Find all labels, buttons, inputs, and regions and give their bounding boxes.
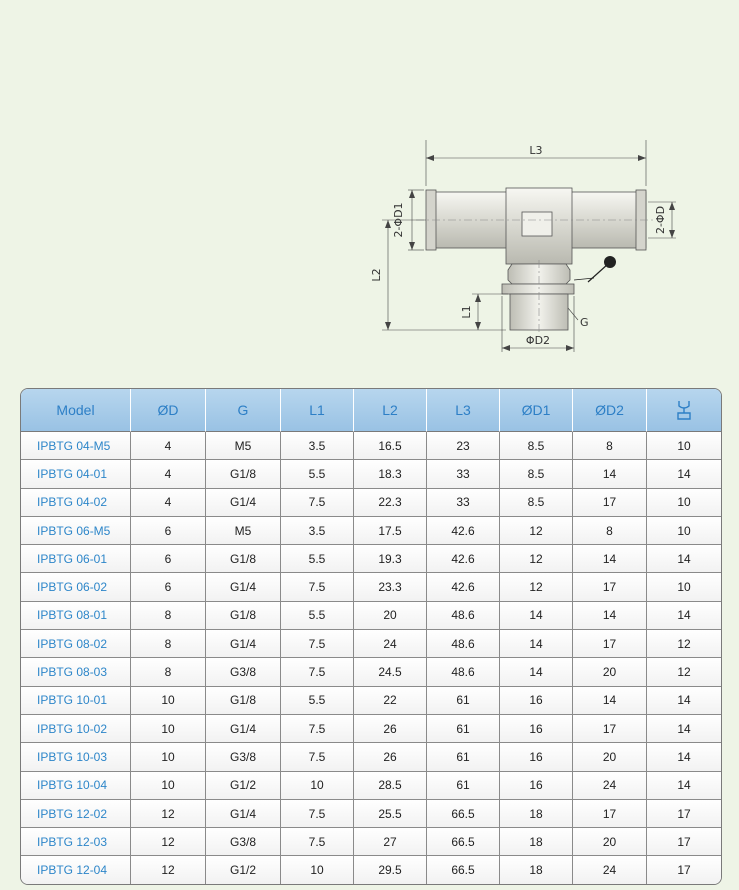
cell-g: G1/8 <box>206 460 281 488</box>
table-row <box>21 460 721 488</box>
cell-od: 8 <box>131 602 206 630</box>
table-row <box>21 687 721 715</box>
l3-label: L3 <box>529 144 543 157</box>
cell-od1: 8.5 <box>500 460 573 488</box>
cell-od2: 20 <box>573 658 647 686</box>
cell-l3: 66.5 <box>427 800 500 828</box>
cell-g: G1/4 <box>206 800 281 828</box>
cell-model: IPBTG 12-04 <box>21 856 131 883</box>
cell-wrench-size: 17 <box>647 828 721 856</box>
cell-od1: 12 <box>500 517 573 545</box>
cell-od: 6 <box>131 545 206 573</box>
cell-l2: 20 <box>354 602 427 630</box>
cell-od2: 17 <box>573 573 647 601</box>
cell-l3: 33 <box>427 460 500 488</box>
cell-model: IPBTG 04-01 <box>21 460 131 488</box>
cell-l1: 7.5 <box>281 800 354 828</box>
cell-wrench-size: 14 <box>647 743 721 771</box>
cell-od: 6 <box>131 573 206 601</box>
header-l1: L1 <box>281 389 354 432</box>
cell-l3: 42.6 <box>427 517 500 545</box>
tee-fitting-diagram <box>356 120 696 360</box>
table-body <box>21 432 721 884</box>
center-window <box>522 212 552 236</box>
cell-od: 12 <box>131 828 206 856</box>
cell-l1: 3.5 <box>281 432 354 460</box>
specification-table <box>20 388 722 885</box>
cell-od1: 18 <box>500 828 573 856</box>
cell-l3: 61 <box>427 687 500 715</box>
table-row <box>21 772 721 800</box>
table-row <box>21 715 721 743</box>
cell-g: G1/4 <box>206 489 281 517</box>
cell-g: G3/8 <box>206 743 281 771</box>
cell-l3: 61 <box>427 743 500 771</box>
cell-wrench-size: 17 <box>647 856 721 883</box>
cell-l1: 7.5 <box>281 489 354 517</box>
cell-od2: 17 <box>573 715 647 743</box>
cell-l2: 18.3 <box>354 460 427 488</box>
cell-l2: 23.3 <box>354 573 427 601</box>
cell-l3: 23 <box>427 432 500 460</box>
cell-od: 4 <box>131 432 206 460</box>
cell-wrench-size: 14 <box>647 545 721 573</box>
cell-od1: 16 <box>500 772 573 800</box>
l2-label: L2 <box>370 268 383 282</box>
cell-l2: 26 <box>354 715 427 743</box>
cell-od1: 14 <box>500 602 573 630</box>
cell-wrench-size: 10 <box>647 517 721 545</box>
cell-l1: 7.5 <box>281 630 354 658</box>
cell-l1: 5.5 <box>281 687 354 715</box>
cell-wrench-size: 12 <box>647 658 721 686</box>
cell-g: G1/2 <box>206 772 281 800</box>
cell-l1: 7.5 <box>281 828 354 856</box>
cell-l1: 10 <box>281 856 354 883</box>
cell-model: IPBTG 04-M5 <box>21 432 131 460</box>
cell-l3: 42.6 <box>427 545 500 573</box>
cell-l3: 48.6 <box>427 658 500 686</box>
cell-wrench-size: 14 <box>647 460 721 488</box>
cell-l1: 5.5 <box>281 545 354 573</box>
cell-od2: 14 <box>573 687 647 715</box>
cell-model: IPBTG 10-02 <box>21 715 131 743</box>
cell-l1: 3.5 <box>281 517 354 545</box>
table-row <box>21 856 721 883</box>
cell-od: 10 <box>131 715 206 743</box>
cell-g: G1/4 <box>206 573 281 601</box>
cell-l3: 66.5 <box>427 828 500 856</box>
cell-od: 10 <box>131 687 206 715</box>
header-l3: L3 <box>427 389 500 432</box>
cell-g: M5 <box>206 432 281 460</box>
cell-od1: 18 <box>500 856 573 883</box>
cell-g: G1/4 <box>206 715 281 743</box>
table-row <box>21 545 721 573</box>
d2-label: ΦD2 <box>525 334 551 347</box>
header-g: G <box>206 389 281 432</box>
cell-g: G1/8 <box>206 687 281 715</box>
cell-wrench-size: 12 <box>647 630 721 658</box>
cell-od2: 17 <box>573 489 647 517</box>
header-wrench <box>647 389 721 432</box>
cell-l2: 28.5 <box>354 772 427 800</box>
cell-g: G1/8 <box>206 545 281 573</box>
cell-od: 8 <box>131 658 206 686</box>
cell-model: IPBTG 10-03 <box>21 743 131 771</box>
cell-od2: 17 <box>573 800 647 828</box>
table-row <box>21 800 721 828</box>
table-row <box>21 489 721 517</box>
cell-wrench-size: 10 <box>647 489 721 517</box>
cell-od: 12 <box>131 800 206 828</box>
cell-od: 6 <box>131 517 206 545</box>
cell-model: IPBTG 06-01 <box>21 545 131 573</box>
cell-od2: 20 <box>573 828 647 856</box>
cell-g: G1/2 <box>206 856 281 883</box>
cell-model: IPBTG 08-02 <box>21 630 131 658</box>
cell-od1: 12 <box>500 545 573 573</box>
cell-l2: 25.5 <box>354 800 427 828</box>
cell-model: IPBTG 08-01 <box>21 602 131 630</box>
table-header-row <box>21 389 721 432</box>
table-row <box>21 432 721 460</box>
cell-l2: 26 <box>354 743 427 771</box>
header-od: ØD <box>131 389 206 432</box>
cell-wrench-size: 17 <box>647 800 721 828</box>
cell-od: 8 <box>131 630 206 658</box>
cell-od: 12 <box>131 856 206 883</box>
cell-model: IPBTG 12-02 <box>21 800 131 828</box>
cell-od2: 14 <box>573 602 647 630</box>
cell-l2: 24 <box>354 630 427 658</box>
cell-wrench-size: 14 <box>647 772 721 800</box>
cell-l2: 24.5 <box>354 658 427 686</box>
cell-l1: 7.5 <box>281 743 354 771</box>
cell-od1: 18 <box>500 800 573 828</box>
l1-label: L1 <box>460 305 473 319</box>
cell-od1: 8.5 <box>500 432 573 460</box>
header-od1: ØD1 <box>500 389 573 432</box>
header-model: Model <box>21 389 131 432</box>
wrench-icon <box>675 399 693 421</box>
table-row <box>21 658 721 686</box>
cell-model: IPBTG 12-03 <box>21 828 131 856</box>
cell-od2: 8 <box>573 517 647 545</box>
cell-od: 4 <box>131 460 206 488</box>
cell-l3: 48.6 <box>427 602 500 630</box>
cell-l2: 16.5 <box>354 432 427 460</box>
cell-g: G3/8 <box>206 658 281 686</box>
cell-wrench-size: 10 <box>647 432 721 460</box>
cell-od2: 14 <box>573 545 647 573</box>
cell-g: M5 <box>206 517 281 545</box>
cell-od1: 14 <box>500 630 573 658</box>
cell-wrench-size: 14 <box>647 602 721 630</box>
cell-od2: 24 <box>573 772 647 800</box>
cell-od: 10 <box>131 772 206 800</box>
specification-table-wrap <box>20 388 720 885</box>
cell-g: G1/8 <box>206 602 281 630</box>
cell-l3: 42.6 <box>427 573 500 601</box>
g-label: G <box>580 316 589 329</box>
cell-l3: 66.5 <box>427 856 500 883</box>
cell-l2: 19.3 <box>354 545 427 573</box>
cell-wrench-size: 14 <box>647 687 721 715</box>
table-row <box>21 517 721 545</box>
cell-model: IPBTG 06-02 <box>21 573 131 601</box>
table-row <box>21 743 721 771</box>
cell-l1: 7.5 <box>281 715 354 743</box>
cell-l2: 29.5 <box>354 856 427 883</box>
header-l2: L2 <box>354 389 427 432</box>
cell-l3: 33 <box>427 489 500 517</box>
cell-od2: 20 <box>573 743 647 771</box>
cell-l1: 5.5 <box>281 602 354 630</box>
table-row <box>21 602 721 630</box>
cell-l3: 61 <box>427 772 500 800</box>
header-od2: ØD2 <box>573 389 647 432</box>
cell-wrench-size: 14 <box>647 715 721 743</box>
cell-l1: 7.5 <box>281 658 354 686</box>
cell-od1: 12 <box>500 573 573 601</box>
fitting-dimension-drawing <box>356 120 696 360</box>
table-row <box>21 630 721 658</box>
cell-od1: 8.5 <box>500 489 573 517</box>
cell-model: IPBTG 08-03 <box>21 658 131 686</box>
cell-od2: 24 <box>573 856 647 883</box>
cell-l2: 27 <box>354 828 427 856</box>
flange <box>502 284 574 294</box>
cell-g: G3/8 <box>206 828 281 856</box>
cell-od2: 17 <box>573 630 647 658</box>
cell-od2: 8 <box>573 432 647 460</box>
cell-l2: 17.5 <box>354 517 427 545</box>
cell-l2: 22 <box>354 687 427 715</box>
cell-model: IPBTG 10-01 <box>21 687 131 715</box>
wrench-icon <box>574 256 616 282</box>
table-row <box>21 828 721 856</box>
cell-l1: 5.5 <box>281 460 354 488</box>
cell-l2: 22.3 <box>354 489 427 517</box>
cell-od: 10 <box>131 743 206 771</box>
cell-od1: 16 <box>500 687 573 715</box>
cell-model: IPBTG 10-04 <box>21 772 131 800</box>
cell-wrench-size: 10 <box>647 573 721 601</box>
cell-model: IPBTG 06-M5 <box>21 517 131 545</box>
d1-label: 2-ΦD1 <box>392 202 405 238</box>
cell-od1: 14 <box>500 658 573 686</box>
cell-g: G1/4 <box>206 630 281 658</box>
cell-od1: 16 <box>500 743 573 771</box>
cell-od: 4 <box>131 489 206 517</box>
cell-l3: 48.6 <box>427 630 500 658</box>
cell-model: IPBTG 04-02 <box>21 489 131 517</box>
d-label: 2-ΦD <box>654 205 667 235</box>
cell-l1: 10 <box>281 772 354 800</box>
cell-od1: 16 <box>500 715 573 743</box>
table-row <box>21 573 721 601</box>
cell-l1: 7.5 <box>281 573 354 601</box>
cell-od2: 14 <box>573 460 647 488</box>
cell-l3: 61 <box>427 715 500 743</box>
